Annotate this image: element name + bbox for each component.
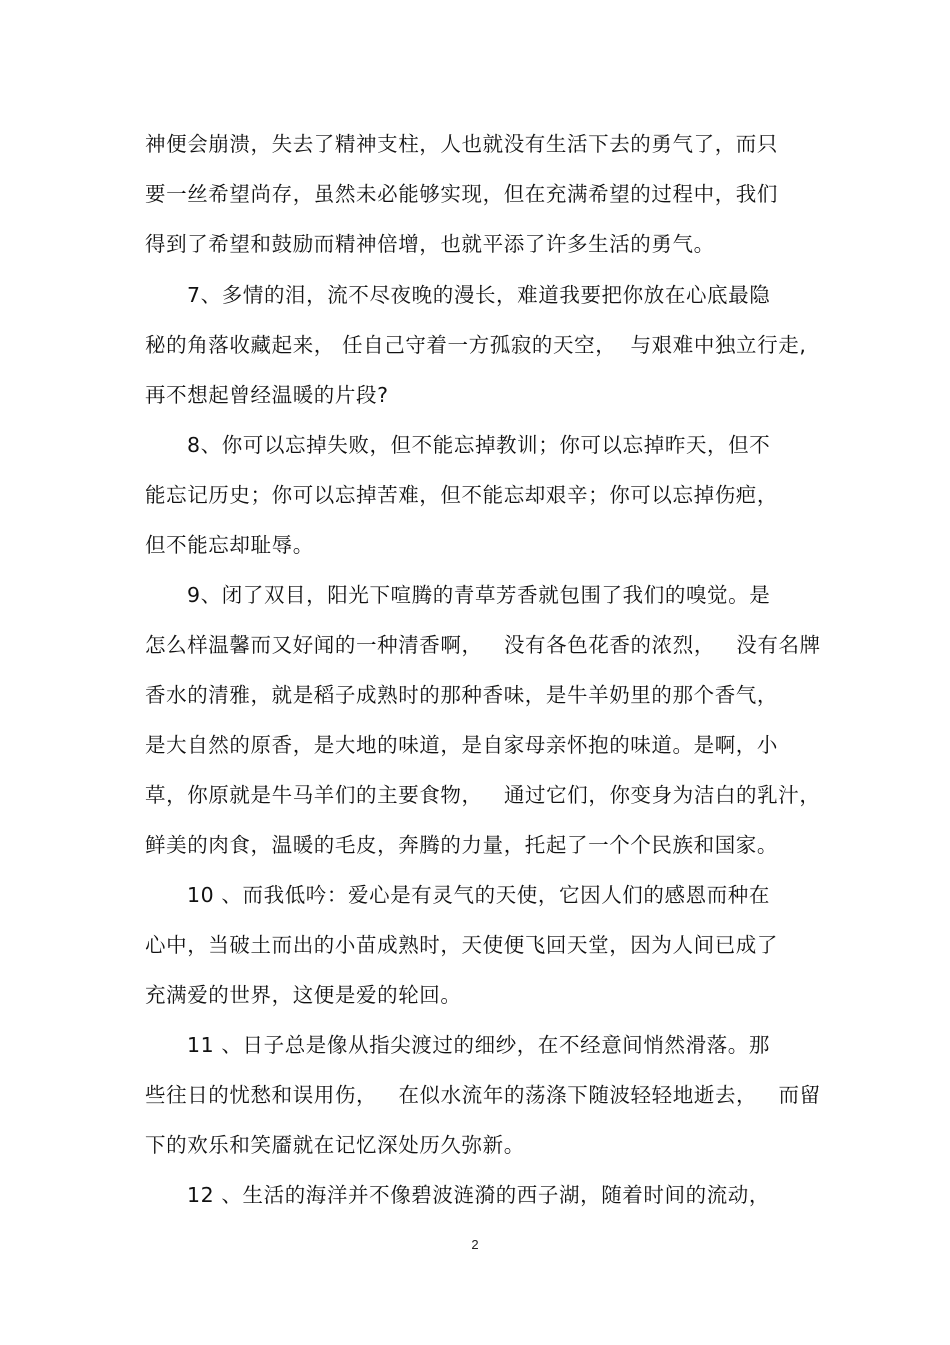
text-line: 得到了希望和鼓励而精神倍增，也就平添了许多生活的勇气。: [145, 232, 715, 256]
text-line: 香水的清雅，就是稻子成熟时的那种香味，是牛羊奶里的那个香气，: [145, 683, 778, 707]
page-number: 2: [471, 1237, 479, 1252]
text-line: 草，你原就是牛马羊们的主要食物， 通过它们，你变身为洁白的乳汁，: [145, 783, 821, 807]
paragraph-8-start: 8、你可以忘掉失败，但不能忘掉教训；你可以忘掉昨天，但不: [187, 433, 771, 457]
paragraph-12-start: 12 、生活的海洋并不像碧波涟漪的西子湖，随着时间的流动，: [187, 1183, 770, 1207]
paragraph-9-start: 9、闭了双目，阳光下喧腾的青草芳香就包围了我们的嗅觉。是: [187, 583, 771, 607]
text-line: 能忘记历史；你可以忘掉苦难，但不能忘却艰辛；你可以忘掉伤疤，: [145, 483, 778, 507]
text-line: 再不想起曾经温暖的片段?: [145, 383, 389, 407]
text-line: 心中，当破土而出的小苗成熟时，天使便飞回天堂，因为人间已成了: [145, 933, 778, 957]
paragraph-11-start: 11 、日子总是像从指尖渡过的细纱，在不经意间悄然滑落。那: [187, 1033, 770, 1057]
paragraph-7-start: 7、多情的泪，流不尽夜晚的漫长，难道我要把你放在心底最隐: [187, 283, 771, 307]
text-line: 充满爱的世界，这便是爱的轮回。: [145, 983, 462, 1007]
text-line: 怎么样温馨而又好闻的一种清香啊， 没有各色花香的浓烈， 没有名牌: [145, 633, 821, 657]
text-line: 是大自然的原香，是大地的味道，是自家母亲怀抱的味道。是啊，小: [145, 733, 778, 757]
text-line: 但不能忘却耻辱。: [145, 533, 314, 557]
text-line: 下的欢乐和笑靥就在记忆深处历久弥新。: [145, 1133, 525, 1157]
text-line: 要一丝希望尚存，虽然未必能够实现，但在充满希望的过程中，我们: [145, 182, 778, 206]
text-line: 神便会崩溃，失去了精神支柱，人也就没有生活下去的勇气了，而只: [145, 132, 778, 156]
text-line: 些往日的忧愁和误用伤， 在似水流年的荡涤下随波轻轻地逝去， 而留: [145, 1083, 821, 1107]
text-line: 秘的角落收藏起来， 任自己守着一方孤寂的天空， 与艰难中独立行走,: [145, 333, 807, 357]
text-line: 鲜美的肉食，温暖的毛皮，奔腾的力量，托起了一个个民族和国家。: [145, 833, 778, 857]
paragraph-10-start: 10 、而我低吟：爱心是有灵气的天使，它因人们的感恩而种在: [187, 883, 770, 907]
